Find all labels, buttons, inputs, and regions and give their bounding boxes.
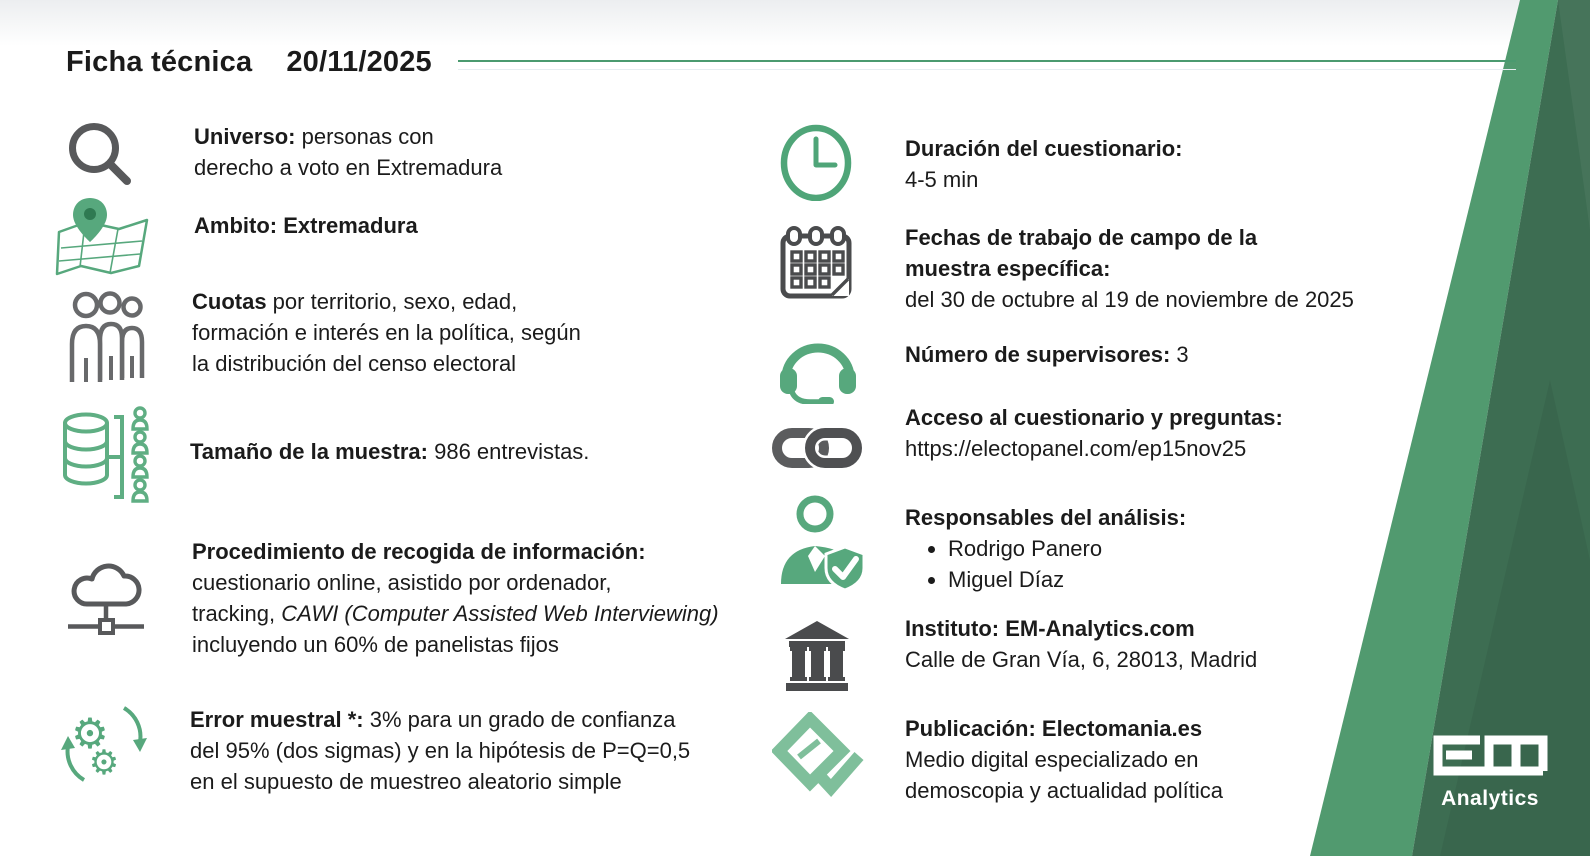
cloud-network-icon — [62, 548, 150, 642]
calendar-icon — [780, 226, 854, 302]
tamano-text: Tamaño de la muestra: 986 entrevistas. — [190, 439, 590, 464]
universo-text: Universo: personas con derecho a voto en Extremadura — [194, 124, 503, 180]
title-rule-echo — [458, 69, 1516, 70]
error-muestral-text: Error muestral *: 3% para un grado de confianza del 95% (dos sigmas) y en la hipótesis de P=Q=0,5 en el supuesto de muestreo aleatorio simple — [190, 707, 691, 794]
people-group-icon — [62, 288, 150, 386]
acceso-text: Acceso al cuestionario y preguntas: https://electopanel.com/ep15nov25 — [905, 405, 1283, 461]
database-sample-icon — [60, 405, 158, 507]
person-shield-icon — [775, 492, 867, 592]
publicacion-text: Publicación: Electomania.es Medio digital especializado en demoscopia y actualidad política — [905, 716, 1223, 803]
responsables-list — [905, 533, 1186, 595]
logo-analytics-label: Analytics — [1441, 787, 1539, 810]
ambito-text: Ambito: Extremadura — [194, 213, 418, 238]
electomania-logo-icon — [772, 712, 864, 804]
fechas-text: Fechas de trabajo de campo de la muestra específica: del 30 de octubre al 19 de noviembre de 2025 — [905, 225, 1354, 312]
procedimiento-text: Procedimiento de recogida de información: cuestionario online, asistido por ordenador, tracking, CAWI (Computer Assisted Web Interviewing) incluyendo un 60% de panelistas fijos — [192, 539, 719, 657]
responsables-text: Responsables del análisis: • Rodrigo Panero • Miguel Díaz — [905, 502, 1186, 595]
magnifier-icon — [64, 118, 139, 193]
gears-sync-icon — [60, 700, 148, 788]
title-text: Ficha técnica — [66, 46, 253, 78]
duracion-text: Duración del cuestionario: 4-5 min — [905, 136, 1183, 192]
clock-icon — [778, 123, 854, 201]
em-logo-mark — [1432, 724, 1548, 780]
map-pin-icon — [52, 196, 152, 276]
cuotas-text: Cuotas por territorio, sexo, edad, formación e interés en la política, según la distribución del censo electoral — [192, 289, 581, 376]
svg-text:⚙: ⚙ — [71, 710, 109, 757]
instituto-text: Instituto: EM-Analytics.com Calle de Gran Vía, 6, 28013, Madrid — [905, 616, 1258, 672]
page-title — [66, 46, 432, 79]
em-analytics-logo — [1432, 724, 1548, 811]
supervisores-text: Número de supervisores: 3 — [905, 342, 1189, 367]
headset-icon — [778, 330, 858, 404]
title-date: 20/11/2025 — [286, 46, 432, 78]
responsable-item: • Miguel Díaz — [948, 564, 1186, 595]
svg-text:⚙: ⚙ — [88, 744, 120, 782]
link-icon — [772, 420, 862, 476]
title-rule — [458, 60, 1516, 62]
bank-icon — [782, 618, 852, 692]
responsable-item: • Rodrigo Panero — [948, 533, 1186, 564]
